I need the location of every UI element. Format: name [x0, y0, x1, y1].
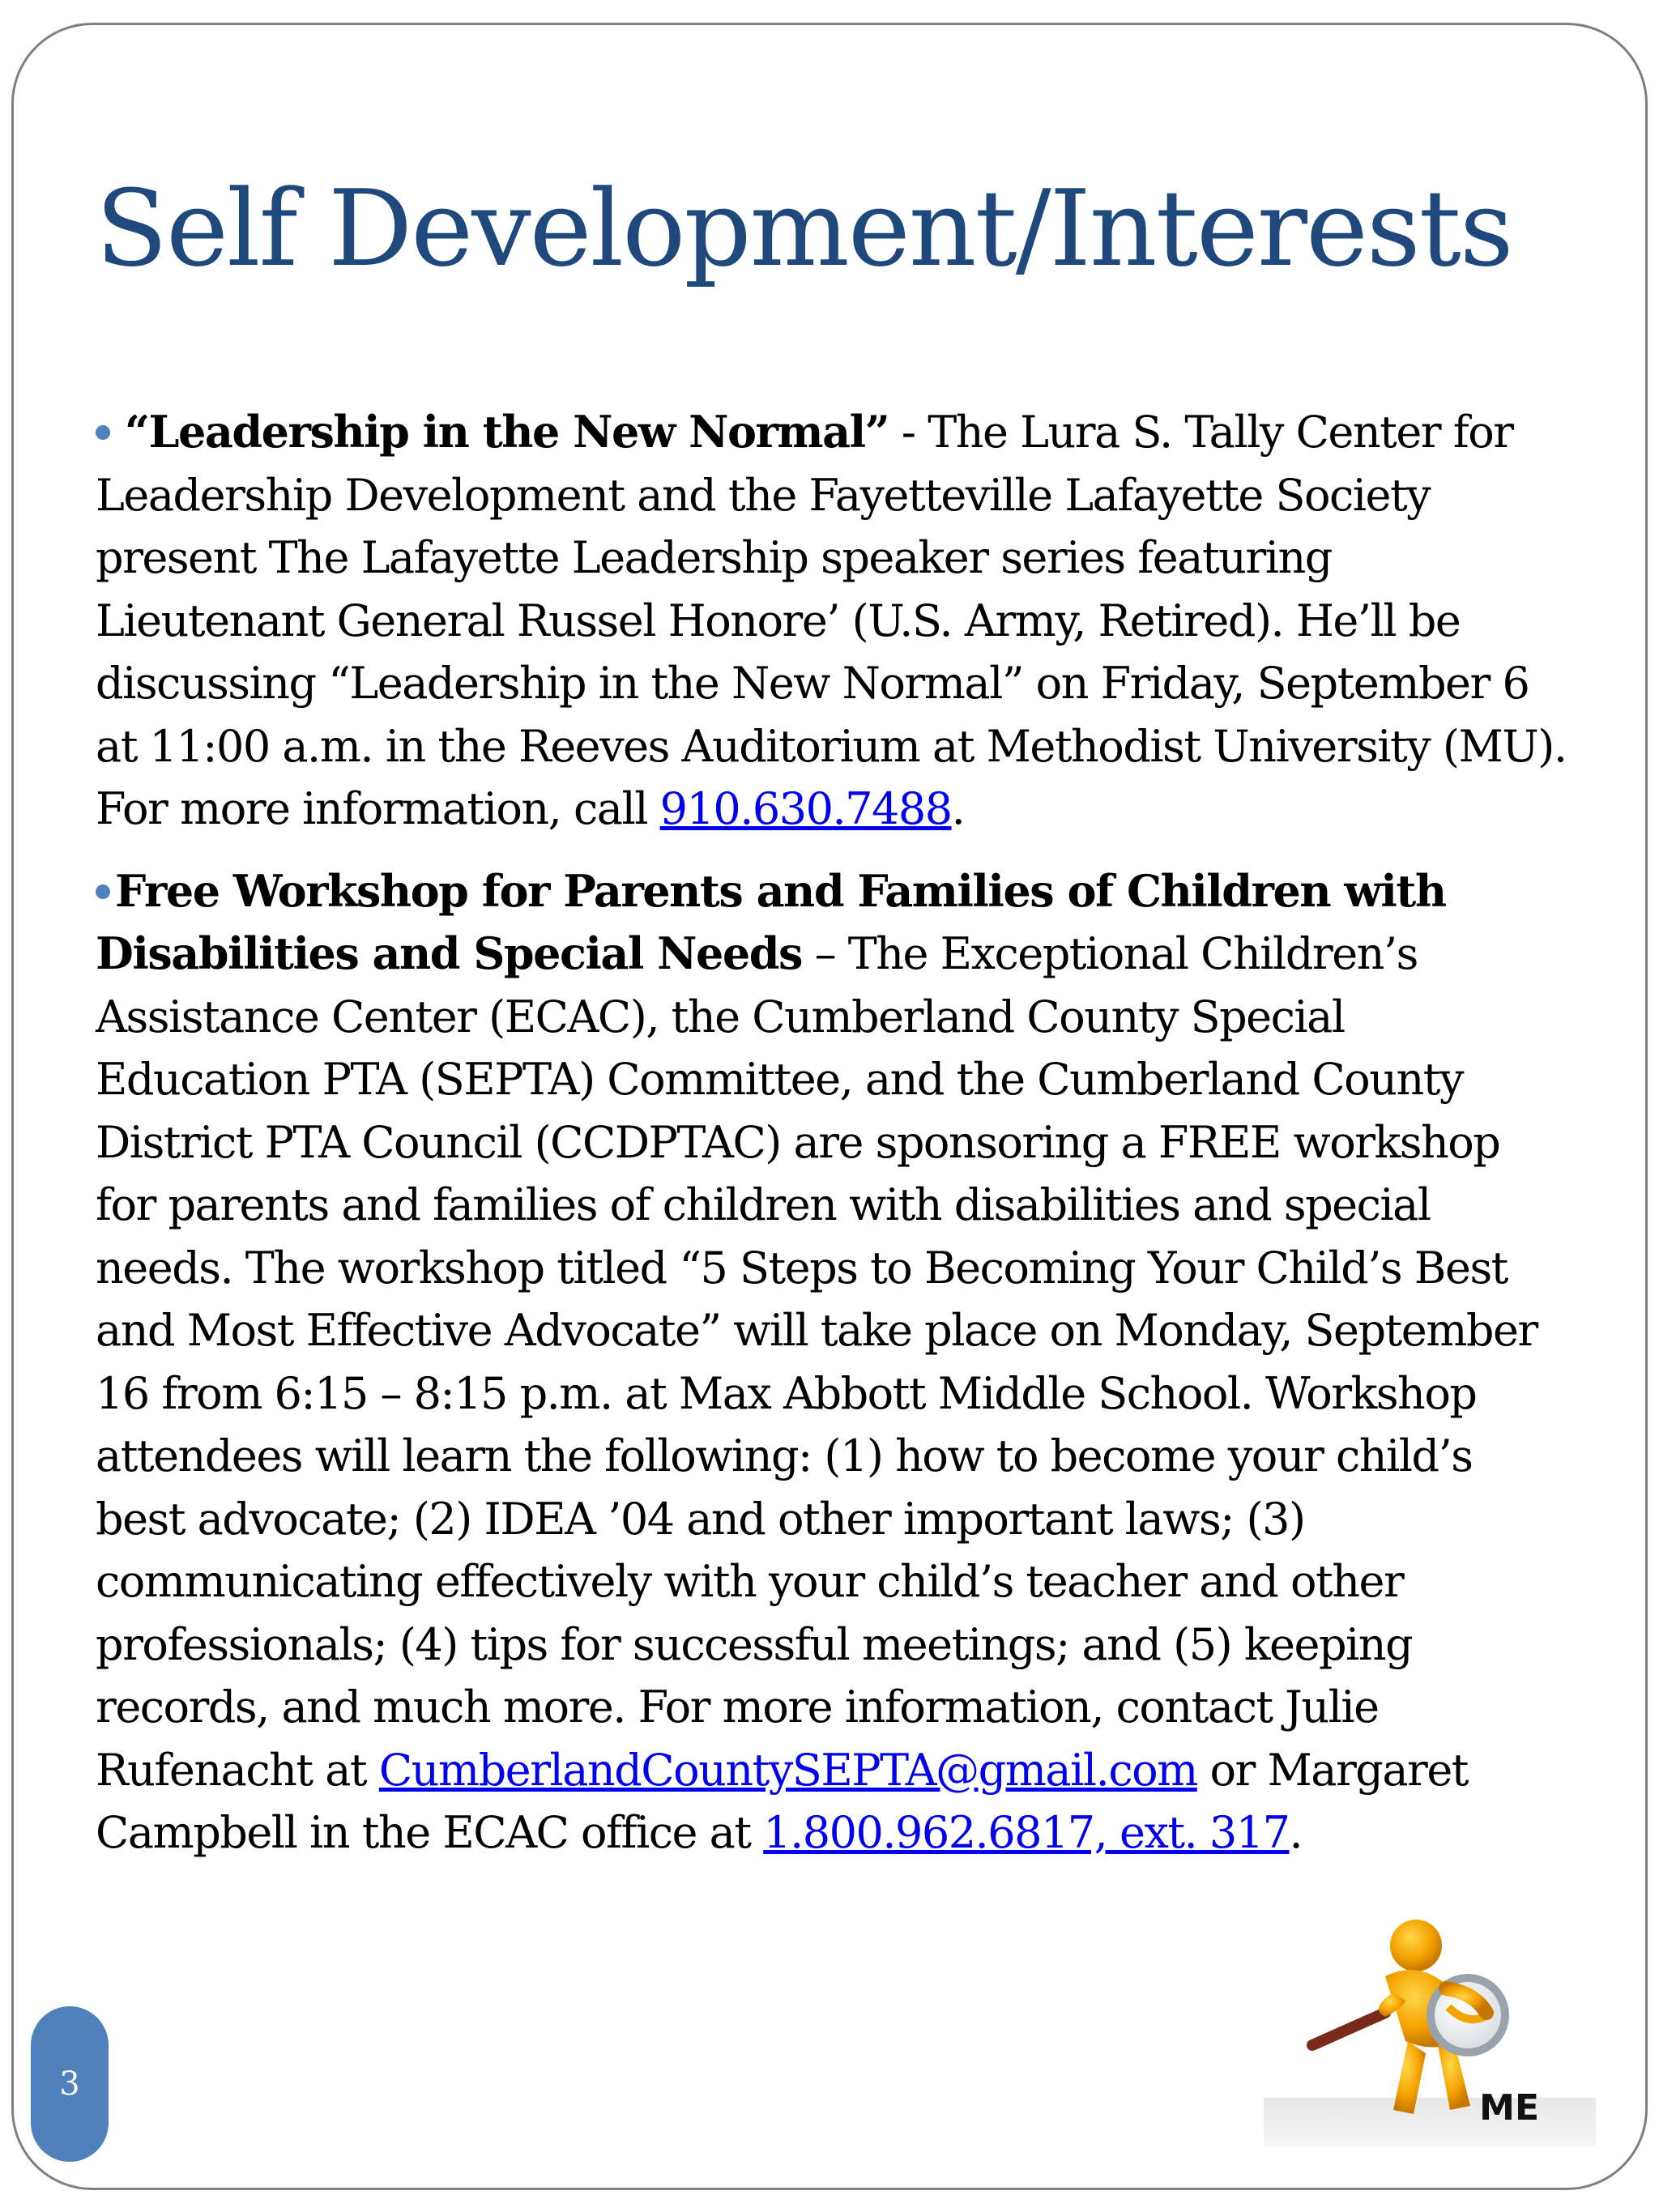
item-text-between: or Margaret Campbell in the ECAC office at [96, 1744, 1468, 1858]
list-item-leadership [96, 401, 1570, 841]
slide-content [96, 401, 1570, 1884]
phone-link-mu[interactable]: 910.630.7488 [659, 783, 952, 834]
email-link-septa[interactable]: CumberlandCountySEPTA@gmail.com [378, 1744, 1197, 1796]
item-heading: Free Workshop for Parents and Families of Children with Disabilities and Special Needs [96, 864, 1446, 979]
item-text-end: . [1289, 1807, 1303, 1858]
item-text: - The Lura S. Tally Center for Leadership Development and the Fayetteville Lafayette Society present The Lafayette Leadership speaker series featuring Lieutenant General Russel Honore’ (U.S. Army, Retired). He’ll be discussing “Leadership in the New Normal” on Friday, September 6 at 11:00 a.m. in the Reeves Auditorium at Methodist University (MU). For more information, call [96, 407, 1567, 834]
magnifying-glass-figure-icon [1264, 1912, 1596, 2146]
bullet-icon [96, 425, 110, 440]
me-label: ME [1479, 2087, 1539, 2129]
figure-graphic [1264, 1912, 1596, 2146]
slide-title: Self Development/Interests [96, 167, 1512, 290]
page-number-badge [31, 2006, 109, 2162]
item-text: – The Exceptional Children’s Assistance Center (ECAC), the Cumberland County Special Education PTA (SEPTA) Committee, and the Cumberland County District PTA Council (CCDPTAC) are sponsoring a FREE workshop for parents and families of children with disabilities and special needs. The workshop titled “5 Steps to Becoming Your Child’s Best and Most Effective Advocate” will take place on Monday, September 16 from 6:15 – 8:15 p.m. at Max Abbott Middle School. Workshop attendees will learn the following: (1) how to become your child’s best advocate; (2) IDEA ’04 and other important laws; (3) communicating effectively with your child’s teacher and other professionals; (4) tips for successful meetings; and (5) keeping records, and much more. For more information, contact Julie Rufenacht at [96, 928, 1537, 1796]
phone-link-ecac[interactable]: 1.800.962.6817, ext. 317 [763, 1807, 1290, 1858]
list-item-workshop [96, 860, 1570, 1865]
bullet-icon [96, 884, 110, 899]
page-number: 3 [59, 2065, 80, 2103]
item-text-end: . [951, 783, 965, 834]
item-heading: “Leadership in the New Normal” [125, 406, 889, 458]
